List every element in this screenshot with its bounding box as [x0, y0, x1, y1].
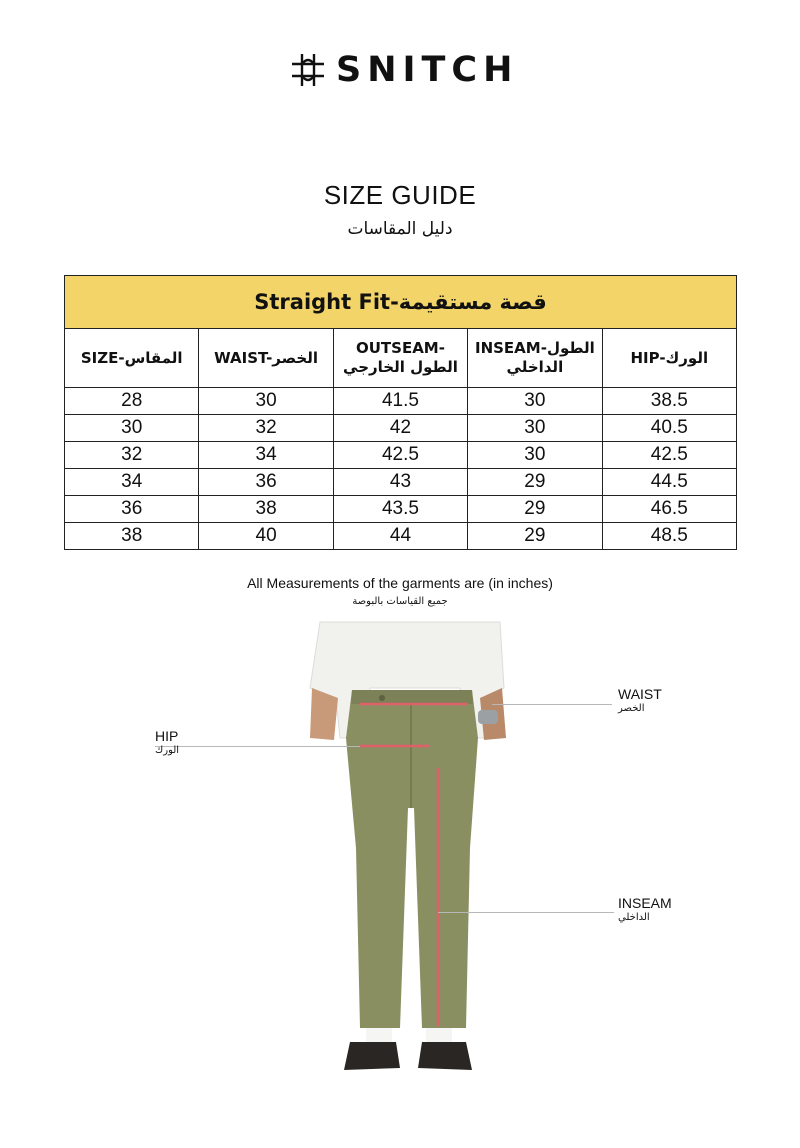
table-row: [65, 442, 737, 469]
table-row: [65, 469, 737, 496]
page-title-arabic: دليل المقاسات: [347, 219, 453, 239]
table-cell: 29: [468, 523, 602, 550]
table-cell: 32: [199, 415, 333, 442]
table-cell: 30: [468, 388, 602, 415]
inseam-label-arabic: الداخلي: [618, 912, 650, 923]
model-trousers-illustration: [290, 618, 530, 1080]
table-cell: 30: [65, 415, 199, 442]
table-cell: 40: [199, 523, 333, 550]
table-cell: 43: [333, 469, 467, 496]
table-cell: 29: [468, 496, 602, 523]
hip-label-arabic: الورك: [155, 745, 180, 756]
table-cell: 42.5: [333, 442, 467, 469]
size-table: [64, 275, 737, 550]
table-cell: 42: [333, 415, 467, 442]
table-cell: 46.5: [602, 496, 736, 523]
waist-label-arabic: الخصر: [618, 703, 645, 714]
column-header: HIP-الورك: [602, 329, 736, 388]
table-cell: 32: [65, 442, 199, 469]
table-cell: 36: [65, 496, 199, 523]
table-cell: 38: [199, 496, 333, 523]
column-header: SIZE-المقاس: [65, 329, 199, 388]
table-cell: 30: [468, 442, 602, 469]
table-cell: 42.5: [602, 442, 736, 469]
column-header: WAIST-الخصر: [199, 329, 333, 388]
column-header: OUTSEAM- الطول الخارجي: [333, 329, 467, 388]
measurement-note-arabic: جميع القياسات بالبوصة: [352, 596, 448, 607]
table-row: [65, 496, 737, 523]
table-cell: 38: [65, 523, 199, 550]
waist-label: WAIST: [618, 686, 662, 702]
table-row: [65, 523, 737, 550]
table-row: [65, 415, 737, 442]
page-title: SIZE GUIDE: [323, 180, 477, 210]
table-body: [65, 388, 737, 550]
table-cell: 48.5: [602, 523, 736, 550]
inseam-callout: [618, 895, 672, 923]
brand-logo: [290, 50, 518, 90]
table-row: [65, 388, 737, 415]
measurement-note: All Measurements of the garments are (in inches): [247, 575, 553, 591]
table-cell: 41.5: [333, 388, 467, 415]
brand-name: SNITCH: [336, 50, 519, 90]
table-cell: 43.5: [333, 496, 467, 523]
column-header-row: [65, 329, 737, 388]
table-cell: 30: [468, 415, 602, 442]
inseam-leader-line: [438, 912, 614, 913]
hip-label: HIP: [155, 728, 179, 744]
waist-leader-line: [492, 704, 612, 705]
table-cell: 34: [65, 469, 199, 496]
table-cell: 30: [199, 388, 333, 415]
table-cell: 36: [199, 469, 333, 496]
table-cell: 29: [468, 469, 602, 496]
waist-callout: [618, 686, 662, 714]
table-cell: 34: [199, 442, 333, 469]
table-cell: 40.5: [602, 415, 736, 442]
hip-callout: [155, 728, 179, 756]
column-header: INSEAM-الطول الداخلي: [468, 329, 602, 388]
table-cell: 28: [65, 388, 199, 415]
fit-title: Straight Fit-قصة مستقيمة: [65, 276, 737, 329]
hip-leader-line: [155, 746, 360, 747]
table-cell: 38.5: [602, 388, 736, 415]
table-cell: 44: [333, 523, 467, 550]
inseam-label: INSEAM: [618, 895, 672, 911]
table-cell: 44.5: [602, 469, 736, 496]
hash-knot-icon: [290, 52, 326, 88]
